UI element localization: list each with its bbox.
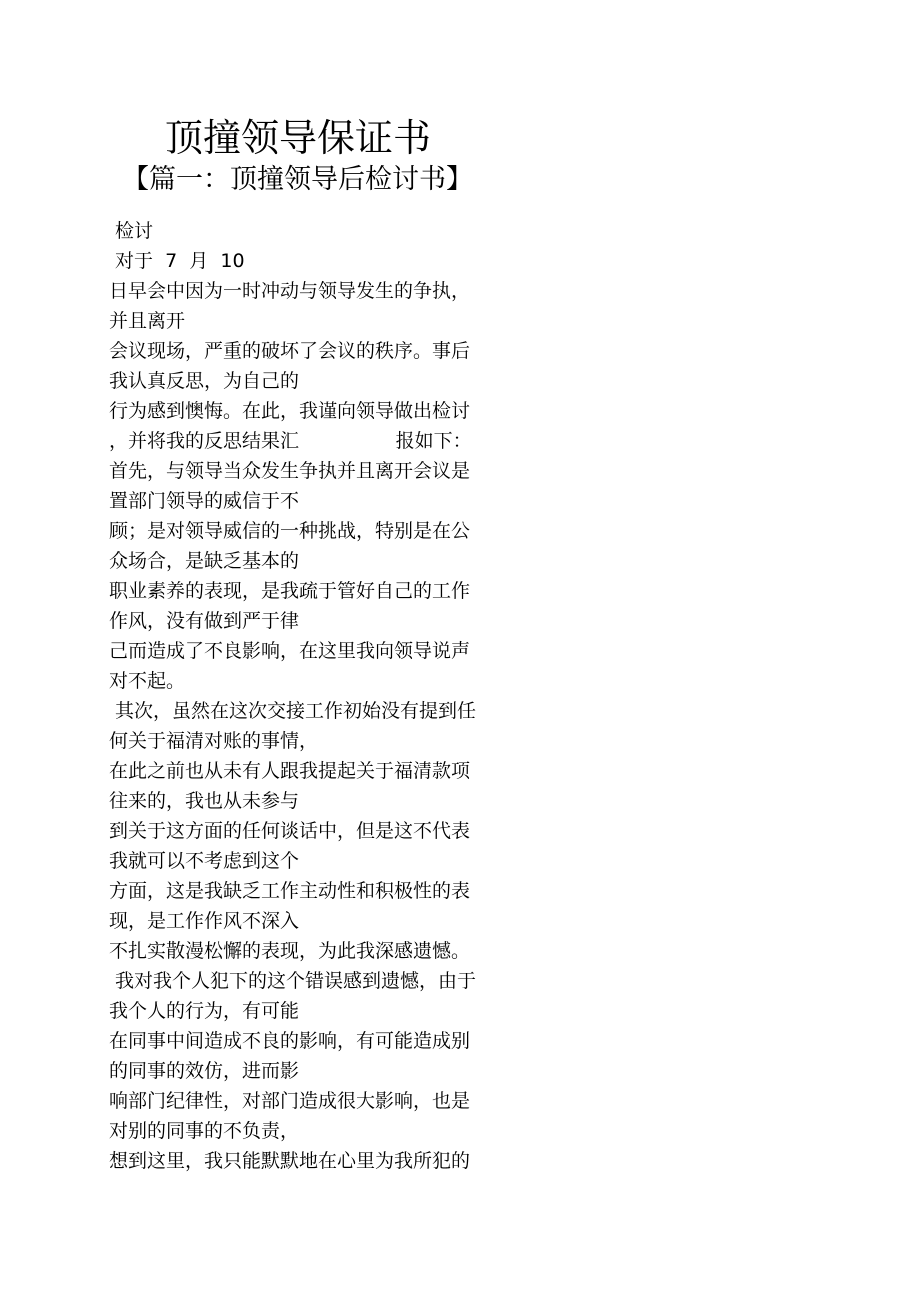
body-line: 方面，这是我缺乏工作主动性和积极性的表	[109, 880, 471, 902]
body-line: 众场合，是缺乏基本的	[109, 550, 300, 572]
body-line: 作风，没有做到严于律	[109, 610, 300, 632]
body-line: 检讨	[109, 220, 154, 242]
body-line: 我认真反思，为自己的	[109, 370, 300, 392]
document-subtitle: 【篇一：顶撞领导后检讨书】	[122, 164, 473, 195]
body-line: 响部门纪律性，对部门造成很大影响，也是	[109, 1090, 471, 1112]
body-line: 在此之前也从未有人跟我提起关于福清款项	[109, 760, 471, 782]
body-line: 对别的同事的不负责，	[109, 1120, 300, 1142]
body-line: 对不起。	[109, 670, 186, 692]
body-line: 的同事的效仿，进而影	[109, 1060, 300, 1082]
body-line: 不扎实散漫松懈的表现，为此我深感遗憾。	[109, 940, 471, 962]
body-line: 其次，虽然在这次交接工作初始没有提到任	[109, 700, 477, 722]
body-line: 并且离开	[109, 310, 186, 332]
body-line: 想到这里，我只能默默地在心里为我所犯的	[109, 1150, 471, 1172]
body-line: 对于 7 月 10	[109, 250, 245, 272]
body-line: 现，是工作作风不深入	[109, 910, 300, 932]
body-line: 行为感到懊悔。在此，我谨向领导做出检讨	[109, 400, 471, 422]
body-line: 己而造成了不良影响，在这里我向领导说声	[109, 640, 471, 662]
body-line: 在同事中间造成不良的影响，有可能造成别	[109, 1030, 471, 1052]
body-line: 往来的，我也从未参与	[109, 790, 300, 812]
body-line: 到关于这方面的任何谈话中，但是这不代表	[109, 820, 471, 842]
body-line: 职业素养的表现，是我疏于管好自己的工作	[109, 580, 471, 602]
body-line: 我就可以不考虑到这个	[109, 850, 300, 872]
document-body	[109, 216, 529, 1176]
body-line: 日早会中因为一时冲动与领导发生的争执，	[109, 280, 471, 302]
body-line: 我对我个人犯下的这个错误感到遗憾，由于	[109, 970, 477, 992]
body-line: 顾；是对领导威信的一种挑战，特别是在公	[109, 520, 471, 542]
body-line: 会议现场，严重的破坏了会议的秩序。事后	[109, 340, 471, 362]
body-line: 我个人的行为，有可能	[109, 1000, 300, 1022]
body-line: 何关于福清对账的事情，	[109, 730, 319, 752]
body-line: 置部门领导的威信于不	[109, 490, 300, 512]
body-line: 首先，与领导当众发生争执并且离开会议是	[109, 460, 471, 482]
document-title: 顶撞领导保证书	[165, 116, 432, 160]
body-line: ，并将我的反思结果汇 报如下：	[109, 430, 472, 452]
